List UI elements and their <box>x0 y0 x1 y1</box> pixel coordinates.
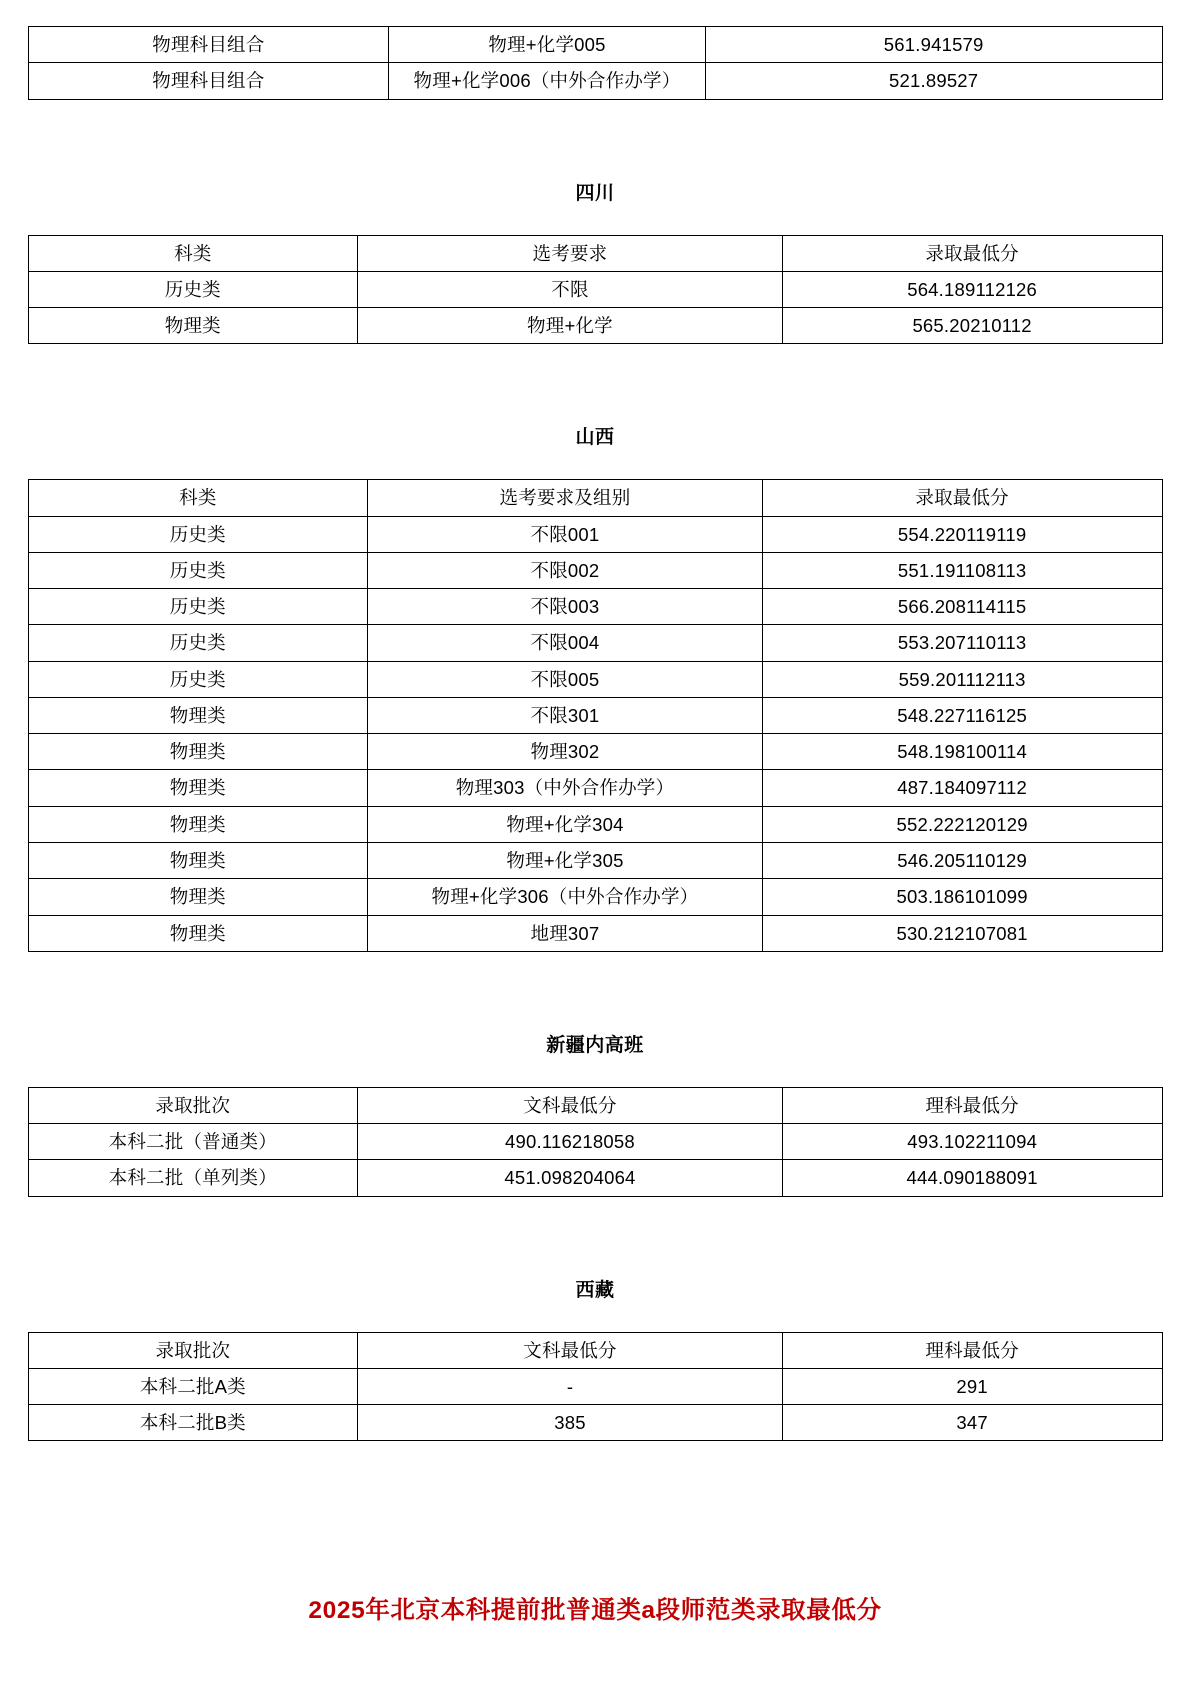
shanxi-score-table <box>28 479 1163 951</box>
cell-min-score: 530.212107081 <box>762 915 1162 951</box>
table-row <box>28 625 1162 661</box>
table-row <box>28 842 1162 878</box>
cell-min-score: 554.220119119 <box>762 516 1162 552</box>
table-row <box>28 1405 1162 1441</box>
table-row <box>28 552 1162 588</box>
column-header-category: 科类 <box>28 480 368 516</box>
table-row <box>28 1368 1162 1404</box>
cell-min-score: 561.941579 <box>705 27 1162 63</box>
table-row <box>28 697 1162 733</box>
cell-min-score: 521.89527 <box>705 63 1162 99</box>
cell-requirement-group: 不限301 <box>368 697 763 733</box>
cell-liberal-arts-min: 451.098204064 <box>358 1160 783 1196</box>
cell-batch: 本科二批B类 <box>28 1405 358 1441</box>
section-title-shanxi: 山西 <box>575 427 615 449</box>
cell-requirement-group: 物理303（中外合作办学） <box>368 770 763 806</box>
continued-score-table <box>28 26 1163 100</box>
spacer <box>0 1302 1190 1332</box>
spacer <box>0 100 1190 178</box>
cell-science-min: 493.102211094 <box>782 1124 1162 1160</box>
cell-category: 物理类 <box>28 915 368 951</box>
cell-min-score: 487.184097112 <box>762 770 1162 806</box>
cell-min-score: 503.186101099 <box>762 879 1162 915</box>
spacer <box>0 205 1190 235</box>
table-row <box>28 661 1162 697</box>
column-header-batch: 录取批次 <box>28 1087 358 1123</box>
cell-min-score: 548.198100114 <box>762 734 1162 770</box>
cell-requirement: 不限 <box>358 271 783 307</box>
table-row <box>28 734 1162 770</box>
table-row <box>28 1160 1162 1196</box>
cell-requirement-group: 地理307 <box>368 915 763 951</box>
section-title-tibet: 西藏 <box>575 1279 615 1301</box>
table-row <box>28 915 1162 951</box>
table-header-row <box>28 1087 1162 1123</box>
cell-category: 物理类 <box>28 308 358 344</box>
cell-category: 历史类 <box>28 516 368 552</box>
spacer <box>0 952 1190 1030</box>
cell-category: 物理类 <box>28 697 368 733</box>
cell-requirement-group: 物理+化学304 <box>368 806 763 842</box>
cell-category: 物理类 <box>28 806 368 842</box>
column-header-liberal-arts-min: 文科最低分 <box>358 1087 783 1123</box>
cell-requirement-group: 不限002 <box>368 552 763 588</box>
table-header-row <box>28 235 1162 271</box>
cell-subject-group: 物理科目组合 <box>28 63 389 99</box>
cell-min-score: 565.20210112 <box>782 308 1162 344</box>
table-row <box>28 879 1162 915</box>
cell-requirement-group: 不限005 <box>368 661 763 697</box>
column-header-science-min: 理科最低分 <box>782 1332 1162 1368</box>
table-row <box>28 27 1162 63</box>
section-title-xinjiang: 新疆内高班 <box>546 1034 644 1056</box>
cell-science-min: 444.090188091 <box>782 1160 1162 1196</box>
cell-min-score: 548.227116125 <box>762 697 1162 733</box>
cell-liberal-arts-min: 490.116218058 <box>358 1124 783 1160</box>
column-header-requirement: 选考要求 <box>358 235 783 271</box>
cell-requirement-group: 物理+化学306（中外合作办学） <box>368 879 763 915</box>
cell-min-score: 552.222120129 <box>762 806 1162 842</box>
column-header-min-score: 录取最低分 <box>782 235 1162 271</box>
table-row <box>28 1124 1162 1160</box>
table-row <box>28 516 1162 552</box>
shanxi-table-block <box>28 479 1163 951</box>
cell-requirement-group: 不限001 <box>368 516 763 552</box>
cell-liberal-arts-min: 385 <box>358 1405 783 1441</box>
cell-category: 历史类 <box>28 552 368 588</box>
cell-min-score: 564.189112126 <box>782 271 1162 307</box>
cell-batch: 本科二批（单列类） <box>28 1160 358 1196</box>
sichuan-table-block <box>28 235 1163 345</box>
spacer <box>0 1441 1190 1591</box>
section-title-sichuan: 四川 <box>575 182 615 204</box>
column-header-requirement-group: 选考要求及组别 <box>368 480 763 516</box>
cell-category: 物理类 <box>28 770 368 806</box>
cell-science-min: 291 <box>782 1368 1162 1404</box>
column-header-liberal-arts-min: 文科最低分 <box>358 1332 783 1368</box>
cell-category: 历史类 <box>28 661 368 697</box>
cell-requirement-group: 不限003 <box>368 589 763 625</box>
cell-batch: 本科二批A类 <box>28 1368 358 1404</box>
cell-category: 历史类 <box>28 589 368 625</box>
cell-subject-group: 物理科目组合 <box>28 27 389 63</box>
cell-science-min: 347 <box>782 1405 1162 1441</box>
table-row <box>28 770 1162 806</box>
table-row <box>28 308 1162 344</box>
cell-requirement: 物理+化学 <box>358 308 783 344</box>
cell-min-score: 551.191108113 <box>762 552 1162 588</box>
column-header-category: 科类 <box>28 235 358 271</box>
cell-requirement-group: 物理+化学305 <box>368 842 763 878</box>
tibet-score-table <box>28 1332 1163 1442</box>
cell-requirement-group: 物理302 <box>368 734 763 770</box>
spacer <box>0 1197 1190 1275</box>
table-row <box>28 806 1162 842</box>
table-row <box>28 589 1162 625</box>
column-header-science-min: 理科最低分 <box>782 1087 1162 1123</box>
continued-table-block <box>28 0 1163 100</box>
cell-batch: 本科二批（普通类） <box>28 1124 358 1160</box>
cell-category: 历史类 <box>28 271 358 307</box>
cell-min-score: 566.208114115 <box>762 589 1162 625</box>
sichuan-score-table <box>28 235 1163 345</box>
cell-category: 物理类 <box>28 842 368 878</box>
cell-min-score: 559.201112113 <box>762 661 1162 697</box>
table-header-row <box>28 1332 1162 1368</box>
column-header-batch: 录取批次 <box>28 1332 358 1368</box>
xinjiang-score-table <box>28 1087 1163 1197</box>
spacer <box>0 344 1190 422</box>
cell-min-score: 553.207110113 <box>762 625 1162 661</box>
cell-min-score: 546.205110129 <box>762 842 1162 878</box>
column-header-min-score: 录取最低分 <box>762 480 1162 516</box>
cell-requirement-group: 不限004 <box>368 625 763 661</box>
cell-requirement: 物理+化学005 <box>389 27 706 63</box>
cell-liberal-arts-min: - <box>358 1368 783 1404</box>
tibet-table-block <box>28 1332 1163 1442</box>
footer-heading: 2025年北京本科提前批普通类a段师范类录取最低分 <box>308 1597 882 1625</box>
cell-category: 历史类 <box>28 625 368 661</box>
cell-category: 物理类 <box>28 734 368 770</box>
table-row <box>28 271 1162 307</box>
table-header-row <box>28 480 1162 516</box>
spacer <box>0 449 1190 479</box>
xinjiang-table-block <box>28 1087 1163 1197</box>
spacer <box>0 1057 1190 1087</box>
cell-category: 物理类 <box>28 879 368 915</box>
cell-requirement: 物理+化学006（中外合作办学） <box>389 63 706 99</box>
table-row <box>28 63 1162 99</box>
